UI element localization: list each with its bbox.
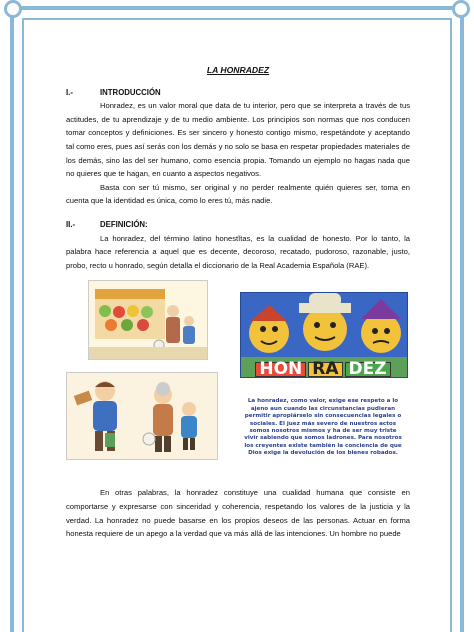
- poster-caption: La honradez, como valor, exige ese respeto a lo ajeno aun cuando las circunstancias pudieran permitir apropiárselo sin consecuencias legales o sociales. El juez más severo de nuestros actos somos nosotros mismos y ha de ser muy triste vivir sabiendo que somos ladrones. Para nosotros los creyentes existe también la conciencia de que Dios exige la devolución de los bienes robados.: [244, 398, 402, 457]
- section-heading-definicion: [66, 218, 410, 232]
- paragraph: En otras palabras, la honradez constituye una cualidad humana que consiste en comportarse y expresarse con sinceridad y coherencia, respetando los valores de la justicia y la verdad. La honradez no puede basarse en los propios deseos de las personas. Actuar en forma honesta requiere de un apego a la verdad que va más allá de las intenciones. Un hombre no puede: [66, 488, 410, 539]
- poster-word-part: HON: [255, 362, 306, 378]
- section-title: DEFINICIÓN:: [100, 219, 148, 229]
- section-title: INTRODUCCIÓN: [100, 87, 161, 97]
- poster-title-word: [246, 352, 400, 386]
- illustrations-area: [66, 276, 410, 468]
- border-corner-ornament: [452, 0, 470, 18]
- market-illustration: [88, 280, 208, 360]
- paragraph: Honradez, es un valor moral que data de tu interior, pero que se interpreta a través de tus actitudes, de tu aprendizaje y de tu medio ambiente. Los principios son normas que nos conducen tomar conceptos y definiciones. Es ser sincero y honesto contigo mismo, respetándote y aceptando tal como eres, pues así serás con los demás y no solo se basa en respetar propiedades materiales de los demás, sino las del ser humano, como esencia propia. Tomando un ejemplo no hagas nada que no quieres que te hagan, en cuanto a aspectos negativos.: [66, 101, 410, 179]
- document-body: [66, 58, 410, 541]
- section-number: II.-: [66, 219, 76, 229]
- section-heading-introduccion: [66, 86, 410, 100]
- section-number: I.-: [66, 87, 73, 97]
- paragraph: Basta con ser tú mismo, ser original y no perder realmente quién quieres ser, toma en cuenta que la identidad es única, como lo eres tú, más nadie.: [66, 182, 410, 206]
- poster-word-part: RA: [308, 362, 342, 378]
- children-illustration: [66, 372, 218, 460]
- poster-word-part: DEZ: [345, 362, 391, 378]
- document-title: LA HONRADEZ: [206, 65, 270, 75]
- paragraph: La honradez, del término latino honestĭtas, es la cualidad de honesto. Por lo tanto, la palabra hace referencia a aquel que es decente, decoroso, recatado, pudoroso, razonable, justo, probo, recto u honrado, según detalla el diccionario de la Real Academia Española (RAE).: [66, 233, 410, 270]
- border-corner-ornament: [4, 0, 22, 18]
